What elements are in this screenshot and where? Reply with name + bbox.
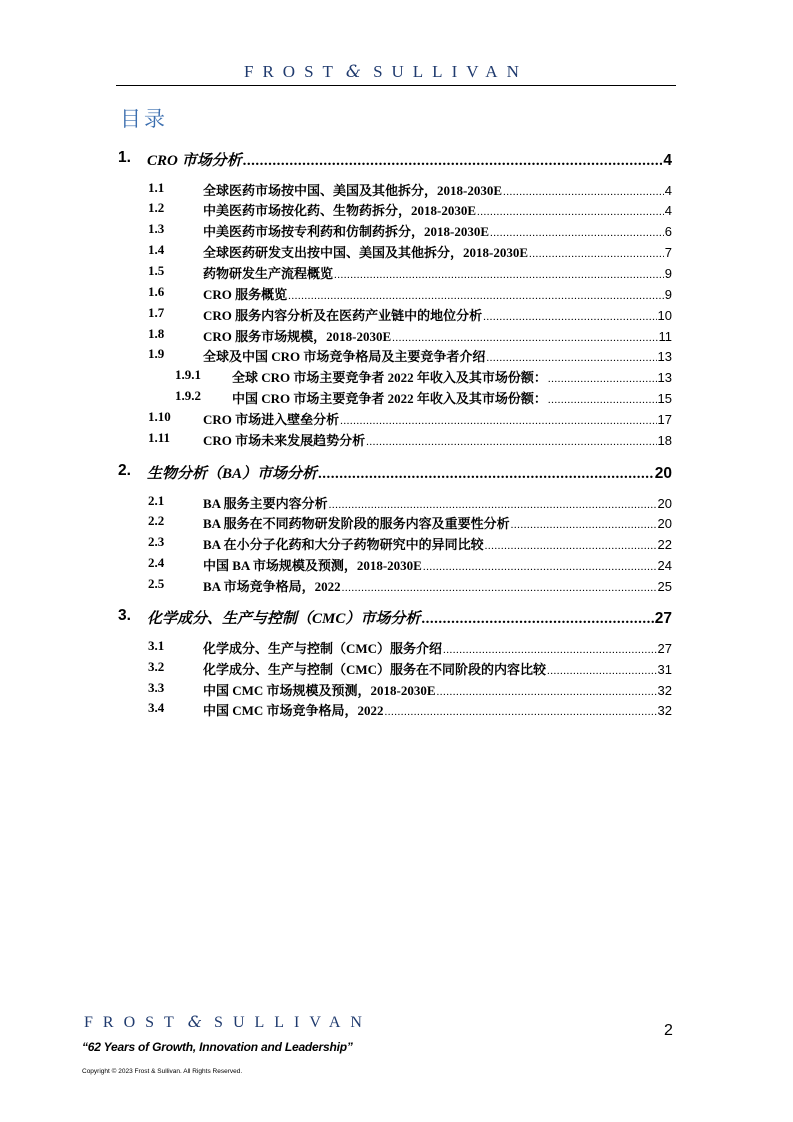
toc-entry[interactable] — [0, 638, 793, 658]
toc-entry-number: 1.4 — [148, 242, 165, 257]
toc-entry-page[interactable]: 27 — [657, 641, 672, 656]
toc-entry[interactable] — [0, 149, 793, 169]
dot-leader — [342, 582, 657, 594]
toc-entry-number: 1.8 — [148, 326, 165, 341]
toc-entry-page[interactable]: 31 — [657, 662, 672, 677]
toc-entry-page[interactable]: 17 — [657, 412, 672, 427]
dot-leader — [334, 269, 664, 281]
toc-entry-title[interactable]: 化学成分、生产与控制（CMC）服务在不同阶段的内容比较 — [203, 662, 547, 677]
toc-entry[interactable] — [0, 221, 793, 241]
toc-entry[interactable] — [0, 680, 793, 700]
dot-leader — [385, 706, 657, 718]
dot-leader — [366, 436, 656, 448]
toc-entry-number: 2.1 — [148, 493, 165, 508]
ampersand-icon: & — [187, 1012, 203, 1031]
toc-entry[interactable] — [0, 430, 793, 450]
toc-entry-title[interactable]: CRO 服务市场规模，2018-2030E — [203, 329, 392, 344]
toc-entry[interactable] — [0, 659, 793, 679]
toc-entry[interactable] — [0, 284, 793, 304]
toc-entry-number: 2.5 — [148, 576, 165, 591]
page-number: 2 — [664, 1022, 673, 1039]
dot-leader — [340, 415, 656, 427]
brand-word-frost: FROST — [84, 1014, 184, 1031]
toc-entry-number: 1.11 — [148, 430, 171, 445]
toc-entry-number: 1.9 — [148, 346, 165, 361]
dot-leader — [490, 227, 664, 239]
toc-entry-title[interactable]: 中国 BA 市场规模及预测，2018-2030E — [203, 558, 422, 573]
footer-tagline: “62 Years of Growth, Innovation and Leadership” — [82, 1040, 353, 1054]
toc-entry-title[interactable]: 全球医药研发支出按中国、美国及其他拆分，2018-2030E — [203, 245, 529, 260]
dot-leader — [511, 519, 657, 531]
toc-entry-title[interactable]: 药物研发生产流程概览 — [203, 266, 334, 281]
toc-entry-number: 3.1 — [148, 638, 165, 653]
toc-entry-page[interactable]: 13 — [657, 370, 672, 385]
toc-entry[interactable] — [0, 346, 793, 366]
dot-leader — [243, 153, 663, 170]
toc-entry-page[interactable]: 18 — [657, 433, 672, 448]
brand-word-frost: FROST — [244, 62, 342, 81]
toc-entry-number: 1.6 — [148, 284, 165, 299]
toc-entry-number: 3. — [118, 607, 131, 624]
ampersand-icon: & — [345, 62, 362, 82]
footer-brand-logo — [84, 1012, 372, 1032]
toc-entry[interactable] — [0, 326, 793, 346]
toc-entry-number: 1.2 — [148, 200, 165, 215]
header-divider — [116, 85, 676, 86]
toc-entry-number: 1.5 — [148, 263, 165, 278]
toc-entry-title[interactable]: 化学成分、生产与控制（CMC）服务介绍 — [203, 641, 443, 656]
dot-leader — [483, 311, 656, 323]
toc-entry-title[interactable]: CRO 服务内容分析及在医药产业链中的地位分析 — [203, 308, 483, 323]
toc-entry[interactable] — [0, 462, 793, 482]
toc-entry[interactable] — [0, 555, 793, 575]
toc-entry-number: 1.3 — [148, 221, 165, 236]
toc-entry[interactable] — [0, 180, 793, 200]
toc-entry[interactable] — [0, 305, 793, 325]
dot-leader — [477, 206, 664, 218]
toc-entry-title[interactable]: 全球及中国 CRO 市场竞争格局及主要竞争者介绍 — [203, 349, 486, 364]
toc-entry-number: 3.4 — [148, 700, 165, 715]
toc-entry-number: 1.1 — [148, 180, 165, 195]
toc-entry-title[interactable]: CRO 市场未来发展趋势分析 — [203, 433, 366, 448]
toc-entry-title[interactable]: BA 服务主要内容分析 — [203, 496, 328, 511]
toc-entry-page[interactable]: 27 — [654, 610, 672, 627]
toc-entry-number: 1.7 — [148, 305, 165, 320]
dot-leader — [443, 644, 656, 656]
toc-entry-page[interactable]: 25 — [657, 579, 672, 594]
toc-entry[interactable] — [0, 242, 793, 262]
dot-leader — [329, 499, 657, 511]
toc-entry-number: 3.3 — [148, 680, 165, 695]
header-brand-logo — [244, 62, 528, 82]
toc-entry[interactable] — [0, 607, 793, 627]
footer-copyright: Copyright © 2023 Frost & Sullivan. All Rights Reserved. — [82, 1068, 243, 1075]
toc-entry[interactable] — [0, 534, 793, 554]
toc-entry-page[interactable]: 9 — [664, 266, 672, 281]
toc-entry-number: 2.3 — [148, 534, 165, 549]
toc-entry-page[interactable]: 11 — [658, 329, 672, 344]
toc-entry-page[interactable]: 9 — [664, 287, 672, 302]
toc-entry-page[interactable]: 4 — [663, 152, 672, 169]
toc-entry-page[interactable]: 20 — [657, 496, 672, 511]
toc-entry-title[interactable]: 中国 CMC 市场规模及预测，2018-2030E — [203, 683, 436, 698]
toc-entry-title[interactable]: CRO 市场进入壁垒分析 — [203, 412, 340, 427]
toc-entry-number: 1.9.1 — [175, 367, 201, 382]
dot-leader — [318, 466, 654, 483]
toc-entry[interactable] — [0, 409, 793, 429]
toc-entry-number: 1.9.2 — [175, 388, 201, 403]
toc-entry-title[interactable]: 全球 CRO 市场主要竞争者 2022 年收入及其市场份额： — [232, 370, 547, 385]
dot-leader — [529, 248, 664, 260]
dot-leader — [288, 290, 664, 302]
toc-entry-number: 1.10 — [148, 409, 171, 424]
toc-entry-title[interactable]: 中美医药市场按化药、生物药拆分，2018-2030E — [203, 203, 477, 218]
dot-leader — [547, 665, 656, 677]
dot-leader — [548, 373, 657, 385]
toc-entry-page[interactable]: 6 — [664, 224, 672, 239]
toc-entry-number: 1. — [118, 149, 131, 166]
toc-entry-page[interactable]: 32 — [657, 703, 672, 718]
toc-entry-title[interactable]: 生物分析（BA）市场分析 — [147, 466, 318, 482]
dot-leader — [486, 352, 656, 364]
toc-entry-page[interactable]: 32 — [657, 683, 672, 698]
dot-leader — [503, 186, 664, 198]
toc-entry-title[interactable]: CRO 市场分析 — [147, 153, 242, 169]
toc-entry-title[interactable]: BA 市场竞争格局，2022 — [203, 579, 341, 594]
toc-entry-page[interactable]: 10 — [657, 308, 672, 323]
toc-entry-page[interactable]: 4 — [664, 203, 672, 218]
brand-word-sullivan: SULLIVAN — [214, 1014, 372, 1031]
dot-leader — [421, 611, 653, 628]
toc-entry-page[interactable]: 24 — [657, 558, 672, 573]
toc-title: 目录 — [120, 107, 168, 131]
toc-entry[interactable] — [0, 576, 793, 596]
dot-leader — [437, 686, 657, 698]
toc-entry-page[interactable]: 20 — [654, 465, 672, 482]
toc-entry-page[interactable]: 22 — [657, 537, 672, 552]
toc-entry-number: 2.2 — [148, 513, 165, 528]
toc-entry[interactable] — [0, 388, 793, 408]
toc-entry[interactable] — [0, 513, 793, 533]
toc-entry-title[interactable]: 化学成分、生产与控制（CMC）市场分析 — [147, 611, 421, 627]
toc-entry[interactable] — [0, 263, 793, 283]
toc-entry-page[interactable]: 15 — [657, 391, 672, 406]
toc-entry-number: 3.2 — [148, 659, 165, 674]
dot-leader — [423, 561, 657, 573]
toc-entry-number: 2.4 — [148, 555, 165, 570]
toc-entry-page[interactable]: 20 — [657, 516, 672, 531]
toc-entry-title[interactable]: BA 服务在不同药物研发阶段的服务内容及重要性分析 — [203, 516, 510, 531]
toc-entry-title[interactable]: 中国 CMC 市场竞争格局，2022 — [203, 703, 384, 718]
toc-entry-title[interactable]: BA 在小分子化药和大分子药物研究中的异同比较 — [203, 537, 484, 552]
toc-entry[interactable] — [0, 700, 793, 720]
dot-leader — [548, 394, 657, 406]
toc-entry[interactable] — [0, 200, 793, 220]
toc-entry[interactable] — [0, 367, 793, 387]
dot-leader — [485, 540, 657, 552]
toc-entry-title[interactable]: 全球医药市场按中国、美国及其他拆分，2018-2030E — [203, 183, 503, 198]
toc-entry-page[interactable]: 13 — [657, 349, 672, 364]
dot-leader — [392, 332, 657, 344]
brand-word-sullivan: SULLIVAN — [373, 62, 528, 81]
toc-entry-page[interactable]: 4 — [664, 183, 672, 198]
toc-entry-title[interactable]: CRO 服务概览 — [203, 287, 288, 302]
toc-entry-number: 2. — [118, 462, 131, 479]
toc-entry-title[interactable]: 中美医药市场按专利药和仿制药拆分，2018-2030E — [203, 224, 490, 239]
toc-entry-title[interactable]: 中国 CRO 市场主要竞争者 2022 年收入及其市场份额： — [232, 391, 547, 406]
toc-entry-page[interactable]: 7 — [664, 245, 672, 260]
toc-entry[interactable] — [0, 493, 793, 513]
